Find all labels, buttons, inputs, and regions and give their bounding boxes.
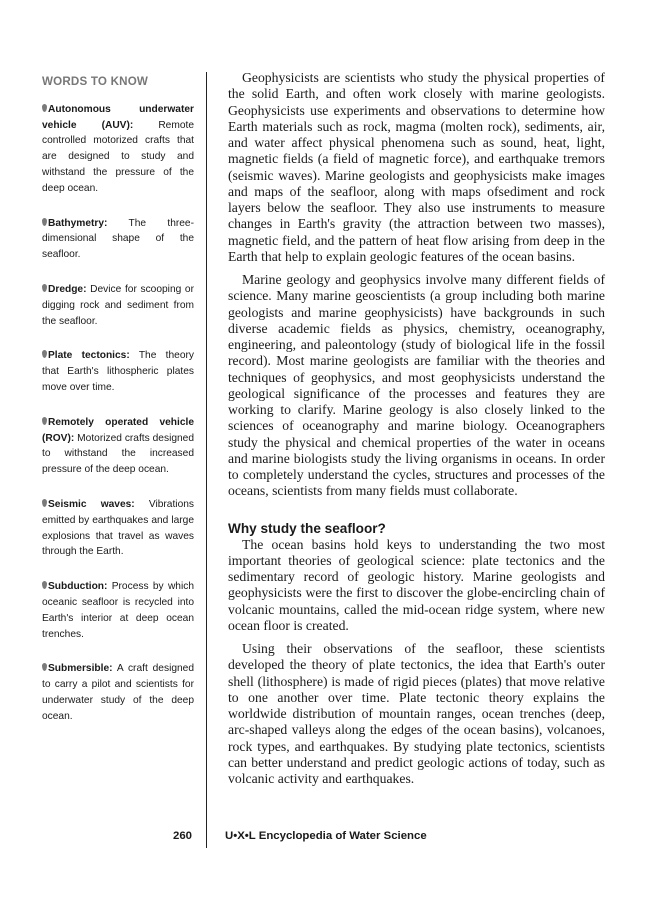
water-drop-icon [42, 417, 47, 425]
term-name: Seismic waves: [48, 498, 135, 510]
term-definition: Vibrations emitted by earthquakes and large explosions that travel as waves through the Earth. [42, 498, 194, 558]
water-drop-icon [42, 218, 47, 226]
term-definition: Remote controlled motorized crafts that are designed to study and withstand the pressure of the deep ocean. [42, 119, 194, 194]
glossary-term [42, 216, 194, 263]
glossary-term [42, 661, 194, 724]
glossary-term [42, 497, 194, 560]
term-name: Subduction: [48, 581, 108, 593]
glossary-term [42, 102, 194, 197]
term-definition: Motorized crafts designed to withstand the increased pressure of the deep ocean. [42, 432, 194, 476]
glossary-term [42, 348, 194, 395]
water-drop-icon [42, 663, 47, 671]
paragraph: Using their observations of the seafloor, these scientists developed the theory of plate tectonics, the idea that Earth's outer shell (lithosphere) is made of rigid pieces (plates) that move relative to one another over time. Plate tectonic theory explains the worldwide distribution of mountain ranges, ocean trenches (deep, arc-shaped valleys along the edges of the ocean basins), volcanoes, rock types, and earthquakes. By studying plate tectonics, scientists can better understand and predict geologic actions of today, such as volcanic activity and earthquakes. [228, 641, 605, 786]
term-name: Autonomous underwater vehicle (AUV): [42, 103, 194, 131]
water-drop-icon [42, 350, 47, 358]
glossary-term [42, 282, 194, 329]
term-definition: A craft designed to carry a pilot and scientists for underwater study of the deep ocean. [42, 663, 194, 722]
column-divider [206, 72, 207, 842]
glossary-term [42, 579, 194, 642]
paragraph: The ocean basins hold keys to understanding the two most important theories of geological science: plate tectonics and the sedimentary record of geologic history. Marine geologists and geophysicists were the first to discover the globe-encircling chain of volcanic mountains, called the mid-ocean ridge system, where new ocean floor is created. [228, 536, 605, 633]
section-heading: Why study the seafloor? [228, 520, 386, 536]
paragraph: Geophysicists are scientists who study the physical properties of the solid Earth, and often work closely with marine geologists. Geophysicists use experiments and observations to determine how Earth materials such as rock, magma (molten rock), sediments, air, and water affect physical phenomena such as sound, heat, light, magnetic fields (a field of magnetic force), and earthquake tremors (seismic waves). Marine geologists and geophysicists make images and maps of the seafloor, along with maps ofsediment and rock layers below the seafloor. They also use instruments to measure changes in Earth's gravity (the attraction between two masses), magnetic field, and the pattern of heat flow arising from deep in the Earth that help to explain geologic features of the ocean basins. [228, 70, 605, 264]
term-name: Dredge: [48, 283, 87, 295]
page-footer [0, 830, 663, 846]
term-definition: The theory that Earth's lithospheric plates move over time. [42, 350, 194, 393]
water-drop-icon [42, 104, 47, 112]
term-name: Remotely operated vehicle (ROV): [42, 416, 194, 444]
term-name: Plate tectonics: [48, 350, 130, 362]
water-drop-icon [42, 499, 47, 507]
page-number: 260 [172, 830, 192, 842]
sidebar-heading: WORDS TO KNOW [42, 75, 149, 88]
book-title: U•X•L Encyclopedia of Water Science [225, 830, 427, 842]
term-definition: Device for scooping or digging rock and sediment from the seafloor. [42, 283, 194, 327]
glossary-term [42, 415, 194, 478]
words-to-know-sidebar [42, 74, 194, 744]
water-drop-icon [42, 284, 47, 292]
main-text-column [228, 70, 605, 794]
term-name: Submersible: [48, 663, 113, 675]
water-drop-icon [42, 581, 47, 589]
paragraph: Marine geology and geophysics involve many different fields of science. Many marine geoscientists (a group including both marine geologists and marine geophysicists) have backgrounds in such diverse academic fields as physics, chemistry, oceanography, engineering, and paleontology (study of biological life in the fossil record). Most marine geologists are familiar with the theories and techniques of geophysics, and most geophysicists understand the geological significance of the processes and features they are working to clarify. Marine geology is also closely linked to the sciences of oceanography and marine biology. Oceanographers study the physical and chemical properties of the water in oceans and marine biologists study the living organisms in oceans. In order to completely understand the cycles, structures and processes of the oceans, scientists from many fields must collaborate. [228, 272, 605, 499]
term-definition: The three-dimensional shape of the seafloor. [42, 217, 194, 261]
term-definition: Process by which oceanic seafloor is recycled into Earth's interior at deep ocean trenches. [42, 581, 194, 640]
term-name: Bathymetry: [48, 217, 108, 229]
